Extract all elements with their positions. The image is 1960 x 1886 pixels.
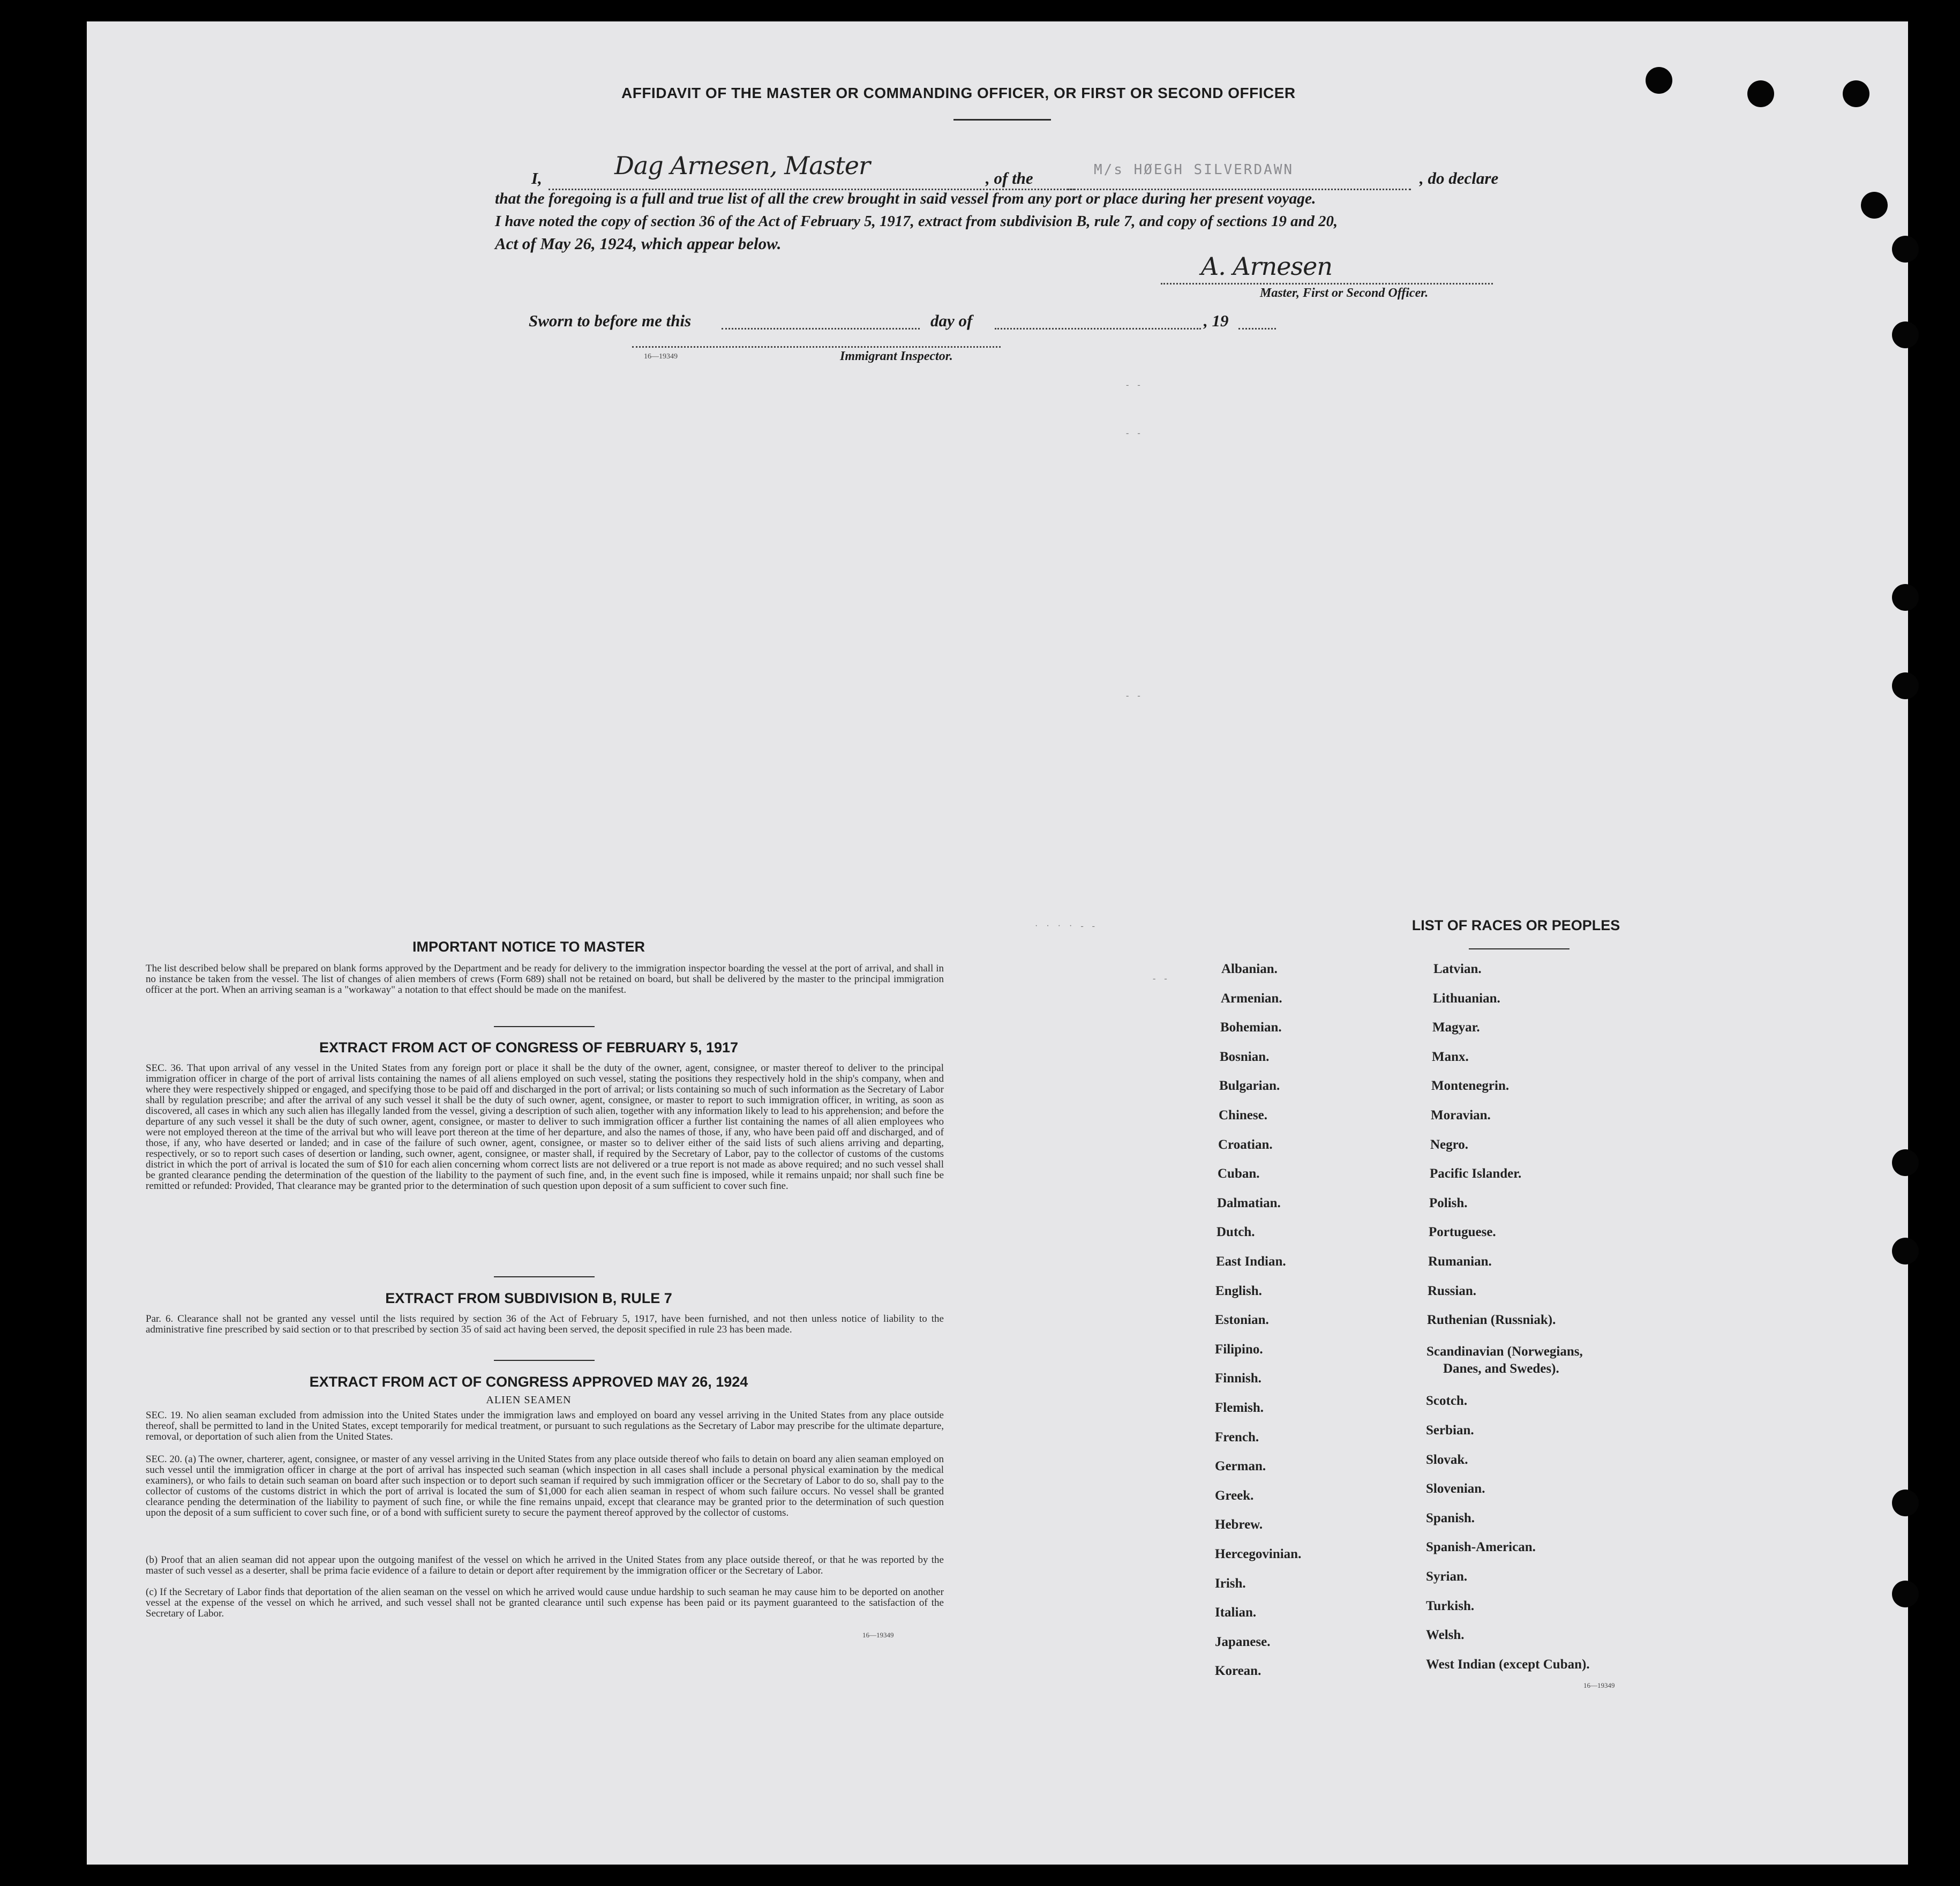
race-item: Hercegovinian. (1215, 1547, 1302, 1561)
inspector-signature-line (632, 346, 1001, 348)
sworn-day-of: day of (930, 311, 973, 330)
races-form-number: 16—19349 (1583, 1681, 1615, 1689)
race-item: Russian. (1428, 1284, 1477, 1298)
race-item: East Indian. (1216, 1254, 1286, 1269)
faint-mark: - - (1126, 691, 1144, 700)
races-title-underline (1469, 948, 1569, 949)
faint-mark: · · · · - - (1035, 922, 1098, 931)
extract-1924-subtitle: ALIEN SEAMEN (486, 1394, 572, 1406)
sworn-month-line (995, 328, 1201, 330)
punch-hole (1861, 192, 1888, 219)
faint-mark: - - (1126, 380, 1144, 390)
race-item: Japanese. (1215, 1635, 1271, 1649)
race-item: Spanish-American. (1426, 1540, 1536, 1554)
race-item: Latvian. (1433, 962, 1482, 976)
section-divider (494, 1026, 595, 1027)
race-item: Hebrew. (1215, 1517, 1263, 1532)
race-item: Italian. (1215, 1605, 1257, 1620)
extract-rule7-title: EXTRACT FROM SUBDIVISION B, RULE 7 (385, 1290, 672, 1306)
officer-signature: A. Arnesen (1201, 252, 1332, 281)
sworn-day-line (722, 328, 920, 330)
notice-text: The list described below shall be prepared on blank forms approved by the Department and be ready for delivery to the immigration inspector boarding the vessel at the port of arrival, and shall in no instance be taken from the vessel. The list of changes of alien members of crews (Form 689) shall not be retained on board, but shall be delivered by the master to the principal immigration officer at the port. When an arriving seaman is a "workaway" a notation to that effect should be made on the manifest. (146, 963, 944, 996)
race-item: Syrian. (1426, 1569, 1468, 1584)
extract-rule7-text: Par. 6. Clearance shall not be granted any vessel until the lists required by section 36 of the Act of February 5, 1917, have been furnished, and not then unless notice of liability to the administrative fine prescribed by said section or to that prescribed by section 35 of said act having been served, the deposit specified in rule 23 has been made. (146, 1313, 944, 1335)
notice-title: IMPORTANT NOTICE TO MASTER (412, 939, 645, 955)
punch-hole (1892, 1581, 1919, 1607)
officer-signature-caption: Master, First or Second Officer. (1260, 286, 1429, 300)
affidavit-line-3: I have noted the copy of section 36 of the Act of February 5, 1917, extract from subdivision B, rule 7, and copy of sections 19 and 20, (495, 213, 1338, 230)
punch-hole (1892, 1149, 1919, 1176)
race-item: Negro. (1430, 1137, 1469, 1152)
race-item: Cuban. (1218, 1166, 1260, 1181)
affidavit-title: AFFIDAVIT OF THE MASTER OR COMMANDING OFFICER, OR FIRST OR SECOND OFFICER (621, 85, 1296, 101)
race-item: Estonian. (1215, 1313, 1269, 1327)
race-item: Lithuanian. (1433, 991, 1500, 1006)
punch-hole (1646, 67, 1672, 94)
race-item: Armenian. (1221, 991, 1282, 1006)
affidavit-i: I, (531, 169, 542, 188)
race-item: Scandinavian (Norwegians, (1426, 1344, 1583, 1359)
race-item: Dalmatian. (1217, 1196, 1281, 1210)
sworn-prefix: Sworn to before me this (529, 311, 692, 330)
race-item: Chinese. (1219, 1108, 1267, 1122)
race-item: French. (1215, 1430, 1259, 1445)
vessel-name: M/s HØEGH SILVERDAWN (1094, 162, 1294, 178)
affidavit-of-the: , of the (986, 169, 1033, 188)
race-item: Slovak. (1426, 1453, 1468, 1467)
affidavit-do-declare: , do declare (1420, 169, 1499, 188)
master-signature: Dag Arnesen, Master (614, 151, 870, 180)
extract-form-number: 16—19349 (862, 1631, 894, 1639)
race-item: Moravian. (1431, 1108, 1491, 1122)
race-item: Manx. (1432, 1050, 1469, 1064)
race-item: Flemish. (1215, 1401, 1264, 1415)
race-item: Welsh. (1426, 1628, 1465, 1642)
race-item: Magyar. (1432, 1020, 1480, 1035)
race-item: Montenegrin. (1431, 1079, 1510, 1093)
race-item: Filipino. (1215, 1342, 1263, 1357)
punch-hole (1892, 584, 1919, 611)
race-item: Dutch. (1216, 1225, 1255, 1239)
race-item: West Indian (except Cuban). (1426, 1657, 1590, 1672)
punch-hole (1892, 236, 1919, 263)
sworn-year-line (1238, 328, 1276, 330)
inspector-caption: Immigrant Inspector. (840, 349, 953, 363)
race-item: Polish. (1429, 1196, 1468, 1210)
punch-hole (1892, 321, 1919, 348)
race-item: Korean. (1215, 1664, 1261, 1678)
race-item: Portuguese. (1429, 1225, 1496, 1239)
race-item: Turkish. (1426, 1599, 1475, 1613)
document-page (87, 21, 1908, 1865)
race-item: German. (1215, 1459, 1266, 1473)
race-item: Croatian. (1218, 1137, 1273, 1152)
race-item: Spanish. (1426, 1511, 1475, 1525)
race-item: Finnish. (1215, 1371, 1261, 1386)
extract-1917-text: SEC. 36. That upon arrival of any vessel in the United States from any foreign port or place it shall be the duty of the owner, agent, consignee, or master thereof to deliver to the principal immigration officer in charge of the port of arrival lists containing the names of all aliens employed on such vessel, stating the positions they respectively hold in the ship's company, when and where they were respectively shipped or engaged, and specifying those to be paid off and discharged in the port of arrival; or lists containing so much of such information as the Secretary of Labor shall by regulation prescribe; and after the arrival of any such vessel it shall be the duty of such owner, agent, consignee, or master to report to such immigration officer, in writing, as soon as discovered, all cases in which any such alien has illegally landed from the vessel, giving a description of such alien, together with any information likely to lead to his apprehension; and before the departure of any such vessel it shall be the duty of such owner, agent, consignee, or master to deliver to such immigration officer a further list containing the names of all alien employees who were not employed thereon at the time of the arrival but who will leave port thereon at the time of her departure, and also the names of those, if any, who have been paid off and discharged, and of those, if any, who have deserted or landed; and in case of the failure of such owner, agent, consignee, or master so to deliver either of the said lists of such aliens arriving and departing, respectively, or so to report such cases of desertion or landing, such owner, agent, consignee, or master shall, if required by the Secretary of Labor, pay to the collector of customs of the customs district in which the port of arrival is located the sum of $10 for each alien concerning whom correct lists are not delivered or a true report is not made as above required; and no such vessel shall be granted clearance pending the determination of the question of the liability to the payment of such fine, and, in the event such fine is imposed, while it remains unpaid; nor shall such fine be remitted or refunded: Provided, That clearance may be granted prior to the determination of such question upon deposit of a sum sufficient to cover such fine. (146, 1062, 944, 1192)
extract-1924-sec20c: (c) If the Secretary of Labor finds that deportation of the alien seaman on the vessel on which he arrived would cause undue hardship to such seaman he may cause him to be deported on another vessel at the expense of the vessel on which he arrived, and such vessel shall not be granted clearance until such expense has been paid or its payment guaranteed to the satisfaction of the Secretary of Labor. (146, 1586, 944, 1619)
extract-1924-sec19: SEC. 19. No alien seaman excluded from admission into the United States under the immigration laws and employed on board any vessel arriving in the United States from any place outside thereof, shall be permitted to land in the United States, except temporarily for medical treatment, or pursuant to such regulations as the Secretary of Labor may prescribe for the ultimate departure, removal, or deportation of such alien from the United States. (146, 1410, 944, 1442)
races-title: LIST OF RACES OR PEOPLES (1411, 917, 1620, 933)
extract-1924-sec20a: SEC. 20. (a) The owner, charterer, agent, consignee, or master of any vessel arriving in the United States from any place outside thereof who fails to detain on board any alien seaman employed on such vessel until the immigration officer in charge at the port of arrival has inspected such seaman (which inspection in all cases shall include a personal physical examination by the medical examiners), or who fails to detain such seaman on board after such inspection or to deport such seaman if required by such immigration officer or the Secretary of Labor to do so, shall pay to the collector of customs of the customs district in which the port of arrival is located the sum of $1,000 for each alien seaman in respect of whom such failure occurs. No vessel shall be granted clearance pending the determination of the liability to payment of such fine, or while the fine remains unpaid, except that clearance may be granted prior to the determination of such question upon the deposit of a sum sufficient to cover such fine, or of a bond with sufficient surety to secure the payment thereof approved by the collector of customs. (146, 1454, 944, 1518)
race-item: Ruthenian (Russniak). (1427, 1313, 1556, 1327)
race-item: Greek. (1215, 1488, 1254, 1503)
race-item: Pacific Islander. (1430, 1166, 1522, 1181)
faint-mark: - - (1126, 429, 1144, 438)
title-underline (953, 119, 1051, 121)
race-item: Bohemian. (1220, 1020, 1282, 1035)
punch-hole (1843, 80, 1869, 107)
punch-hole (1747, 80, 1774, 107)
affidavit-line-4: Act of May 26, 1924, which appear below. (495, 234, 782, 253)
extract-1917-title: EXTRACT FROM ACT OF CONGRESS OF FEBRUARY 5, 1917 (319, 1039, 739, 1056)
race-item: Bosnian. (1220, 1050, 1270, 1064)
faint-mark: - - (1153, 974, 1170, 983)
extract-1924-title: EXTRACT FROM ACT OF CONGRESS APPROVED MAY 26, 1924 (309, 1374, 748, 1390)
section-divider (494, 1276, 595, 1277)
race-item: Rumanian. (1428, 1254, 1492, 1269)
race-item: Bulgarian. (1219, 1079, 1280, 1093)
officer-signature-line (1161, 283, 1493, 285)
punch-hole (1892, 672, 1919, 699)
punch-hole (1892, 1490, 1919, 1516)
race-item: Albanian. (1221, 962, 1278, 976)
punch-hole (1892, 1238, 1919, 1264)
race-item: Danes, and Swedes). (1443, 1361, 1559, 1376)
extract-1924-sec20b: (b) Proof that an alien seaman did not appear upon the outgoing manifest of the vessel on which he arrived in the United States from any place outside thereof, or that he was reported by the master of such vessel as a deserter, shall be prima facie evidence of a failure to detain or deport after requirement by the immigration officer or the Secretary of Labor. (146, 1554, 944, 1576)
race-item: English. (1215, 1284, 1262, 1298)
race-item: Irish. (1215, 1576, 1246, 1591)
inspector-form-number: 16—19349 (644, 353, 678, 361)
race-item: Scotch. (1426, 1394, 1468, 1408)
section-divider (494, 1360, 595, 1361)
affidavit-line-2: that the foregoing is a full and true list of all the crew brought in said vessel from any port or place during her present voyage. (495, 190, 1316, 207)
race-item: Serbian. (1426, 1423, 1474, 1438)
race-item: Slovenian. (1426, 1481, 1485, 1496)
sworn-year: , 19 (1204, 311, 1229, 330)
